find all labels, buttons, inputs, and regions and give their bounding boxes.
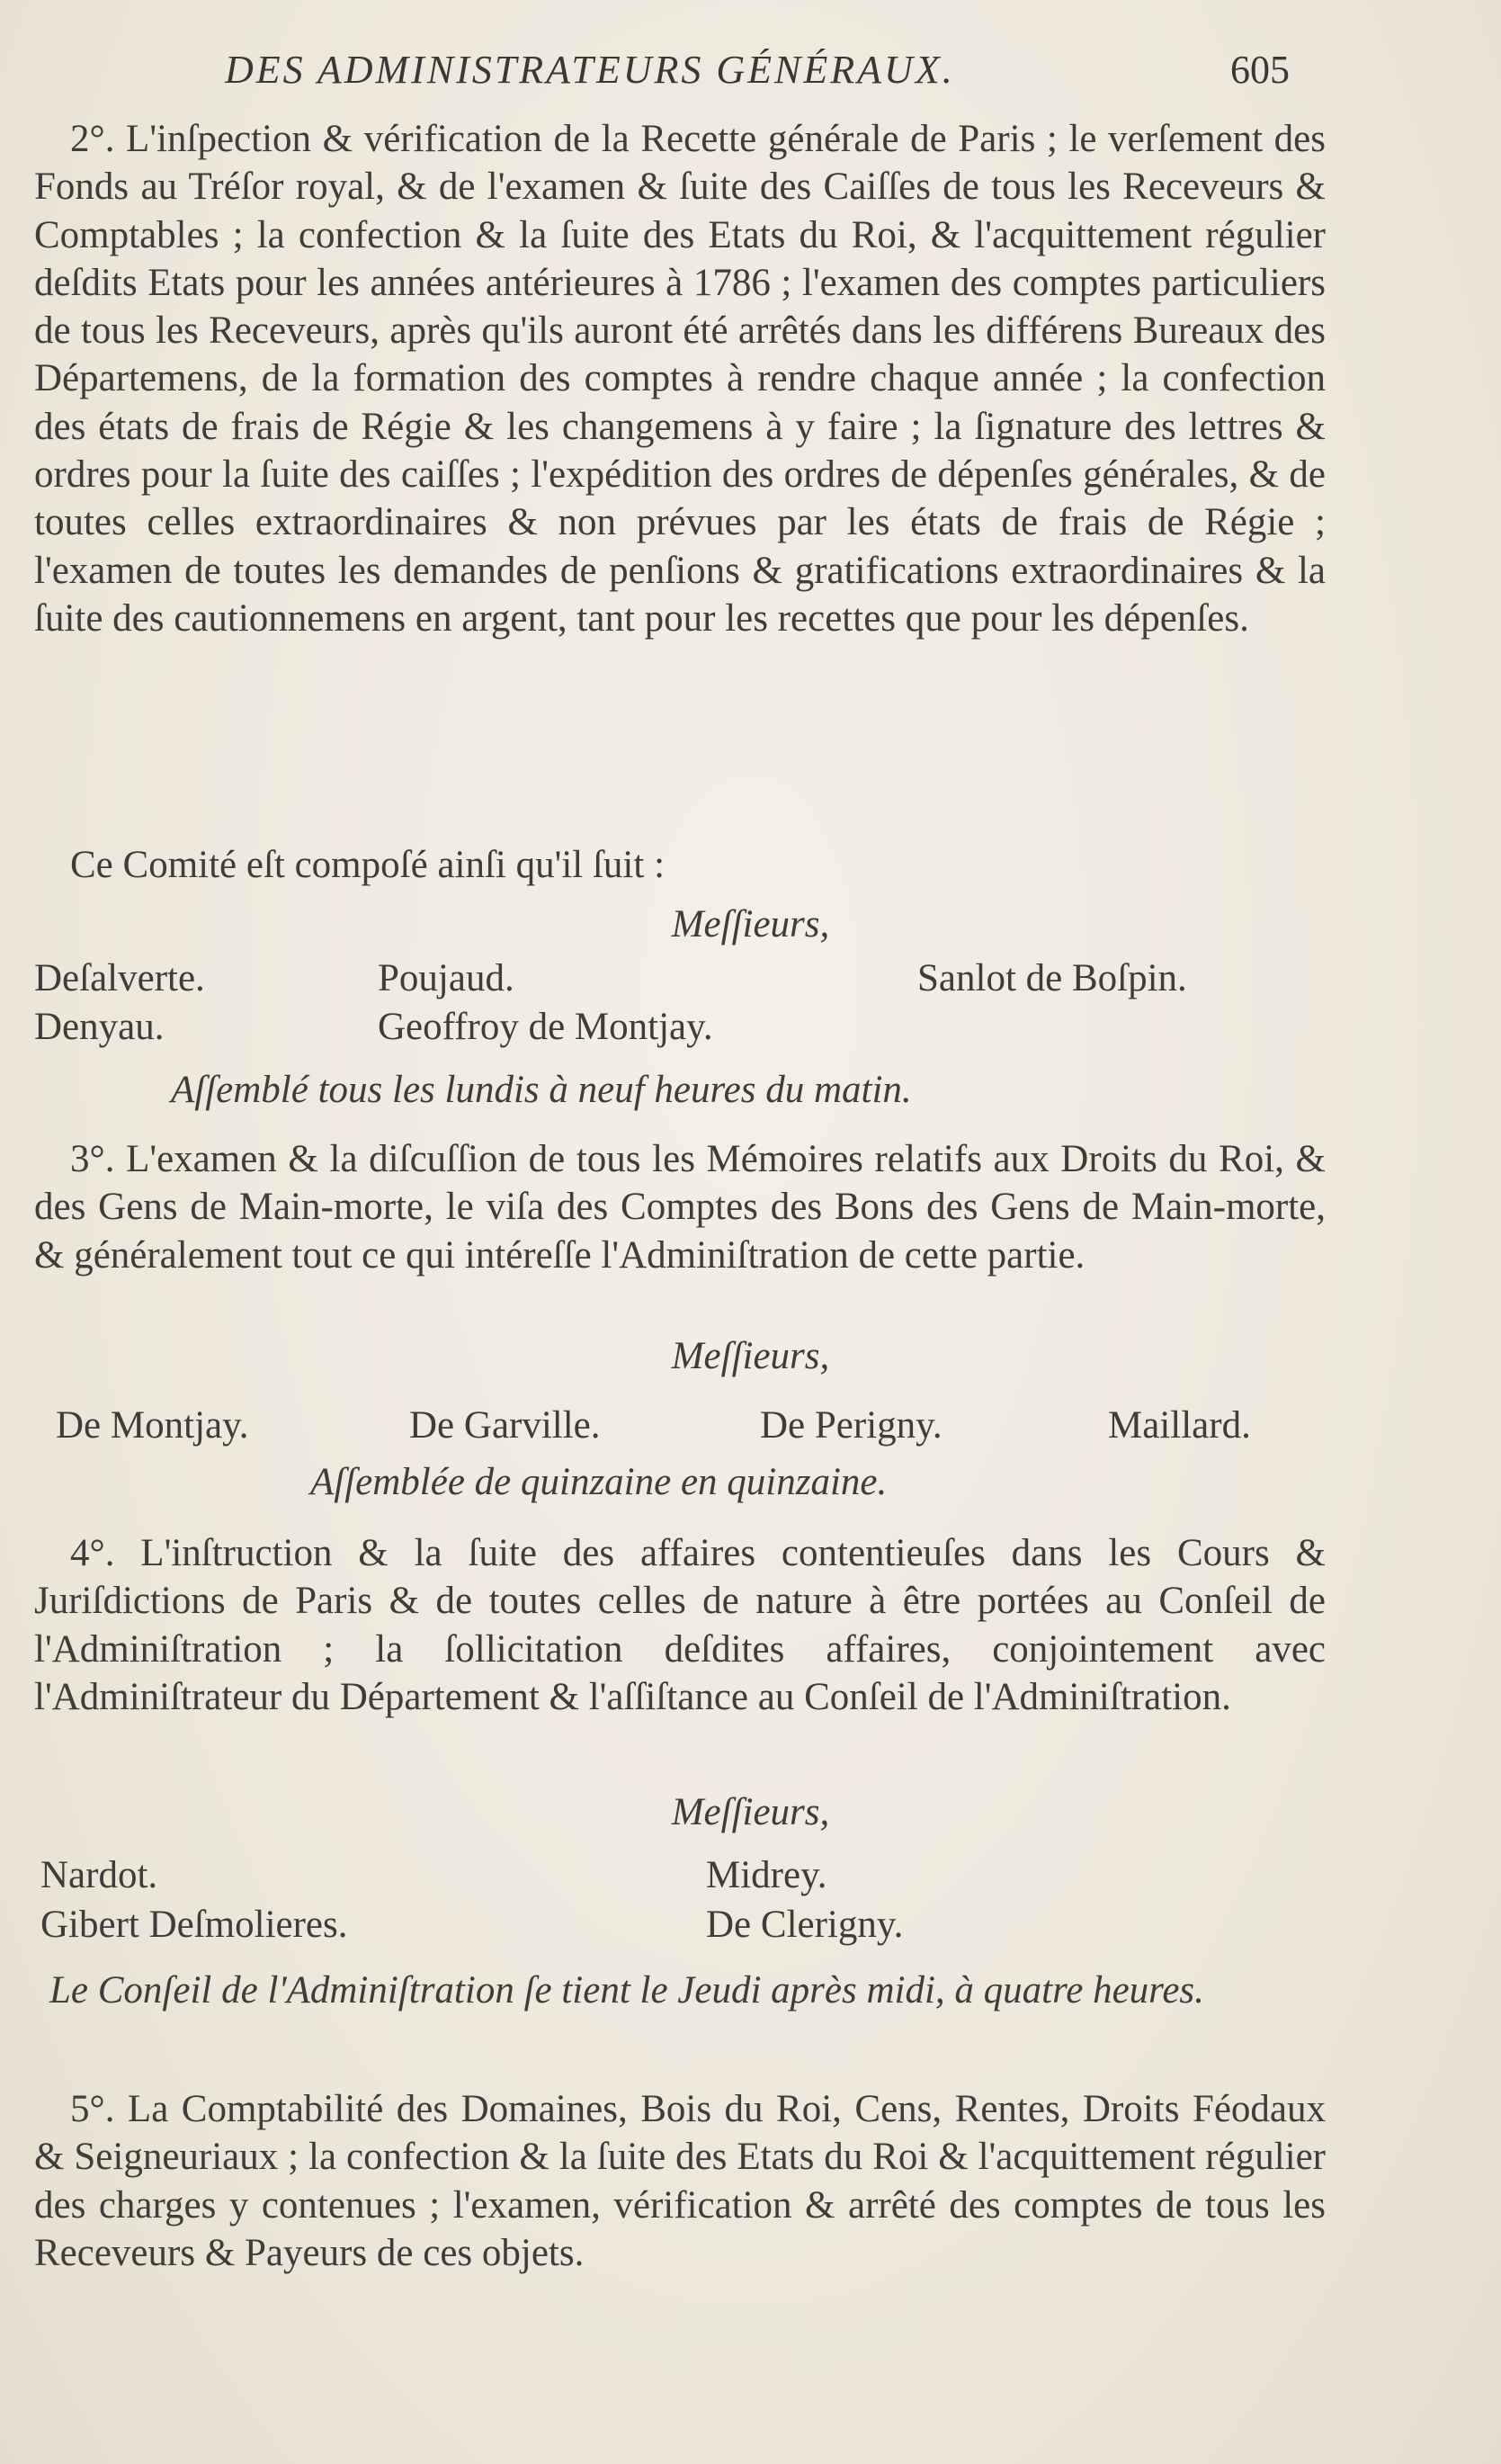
member-name: Deſalverte. bbox=[34, 957, 205, 999]
member-name: Gibert Deſmolieres. bbox=[40, 1904, 348, 1946]
member-name: Denyau. bbox=[34, 1006, 165, 1048]
member-name: Geoffroy de Montjay. bbox=[378, 1006, 713, 1048]
section-3-members-heading: Meſſieurs, bbox=[671, 1335, 830, 1377]
running-title: DES ADMINISTRATEURS GÉNÉRAUX. bbox=[225, 48, 955, 92]
member-name: De Perigny. bbox=[760, 1404, 943, 1447]
member-name: Maillard. bbox=[1108, 1404, 1251, 1447]
section-2-meeting-note: Aſſemblé tous les lundis à neuf heures du matin. bbox=[171, 1069, 912, 1111]
page-header bbox=[0, 47, 1501, 101]
section-2-members-heading: Meſſieurs, bbox=[671, 903, 830, 945]
section-5-paragraph: 5°. La Comptabilité des Domaines, Bois du Roi, Cens, Rentes, Droits Féodaux & Seigneuriaux ; la confection & la ſuite des Etats du Roi & l'acquittement régulier des charges y contenues ; l'examen, vérification & arrêté des comptes de tous les Receveurs & Payeurs de ces objets. bbox=[34, 2088, 1326, 2274]
member-name: De Clerigny. bbox=[706, 1904, 904, 1946]
section-4-meeting-note: Le Conſeil de l'Adminiſtration ſe tient le Jeudi après midi, à quatre heures. bbox=[49, 1969, 1204, 2012]
member-name: De Garville. bbox=[409, 1404, 601, 1447]
page-number: 605 bbox=[1230, 48, 1290, 92]
section-3-paragraph: 3°. L'examen & la diſcuſſion de tous les Mémoires relatifs aux Droits du Roi, & des Gens de Main-morte, le viſa des Comptes des Bons des Gens de Main-morte, & généralement tout ce qui intéreſſe l'Adminiſtration de cette partie. bbox=[34, 1138, 1326, 1277]
section-4-members-heading: Meſſieurs, bbox=[671, 1791, 830, 1833]
member-name: Midrey. bbox=[706, 1854, 827, 1896]
member-name: Nardot. bbox=[40, 1854, 158, 1896]
committee-intro: Ce Comité eſt compoſé ainſi qu'il ſuit : bbox=[70, 844, 666, 886]
section-3-meeting-note: Aſſemblée de quinzaine en quinzaine. bbox=[310, 1461, 888, 1503]
member-name: Sanlot de Boſpin. bbox=[917, 957, 1187, 999]
member-name: Poujaud. bbox=[378, 957, 514, 999]
member-name: De Montjay. bbox=[56, 1404, 249, 1447]
section-4-paragraph: 4°. L'inſtruction & la ſuite des affaires contentieuſes dans les Cours & Juriſdictions de Paris & de toutes celles de nature à être portées au Conſeil de l'Adminiſtration ; la ſollicitation deſdites affaires, conjointement avec l'Adminiſtrateur du Département & l'aſſiſtance au Conſeil de l'Adminiſtration. bbox=[34, 1532, 1326, 1718]
section-2-paragraph: 2°. L'inſpection & vérification de la Recette générale de Paris ; le verſement des Fonds au Tréſor royal, & de l'examen & ſuite des Caiſſes de tous les Receveurs & Comptables ; la confection & la ſuite des Etats du Roi, & l'acquittement régulier deſdits Etats pour les années antérieures à 1786 ; l'examen des comptes particuliers de tous les Receveurs, après qu'ils auront été arrêtés dans les différens Bureaux des Départemens, de la formation des comptes à rendre chaque année ; la confection des états de frais de Régie & les changemens à y faire ; la ſignature des lettres & ordres pour la ſuite des caiſſes ; l'expédition des ordres de dépenſes générales, & de toutes celles extraordinaires & non prévues par les états de frais de Régie ; l'examen de toutes les demandes de penſions & gratifications extraordinaires & la ſuite des cautionnemens en argent, tant pour les recettes que pour les dépenſes. bbox=[34, 118, 1326, 640]
